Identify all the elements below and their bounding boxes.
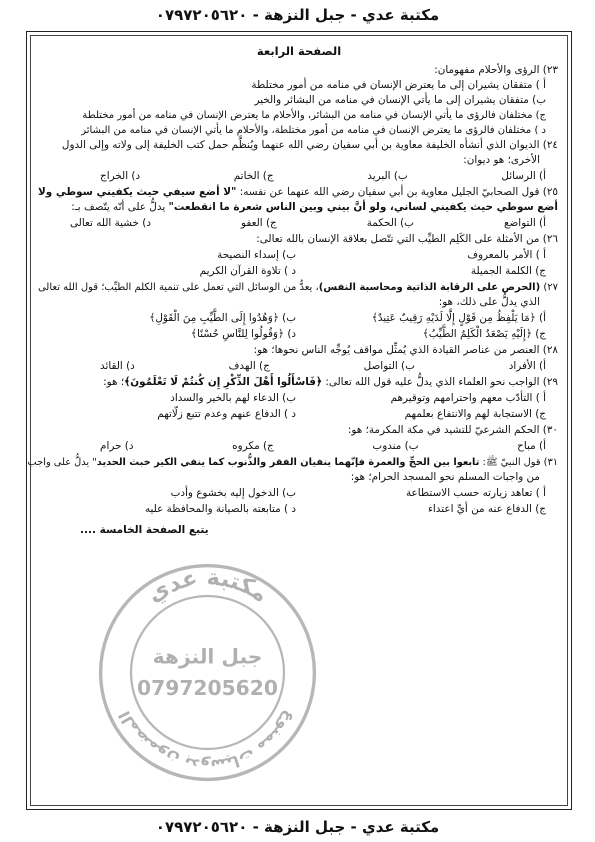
option-c: ج) مكروه bbox=[232, 440, 274, 452]
stem-text: ٢٥) قول الصحابيّ الجليل معاوية بن أبي سفيان رضي الله عنهما عن نفسه: bbox=[236, 186, 558, 198]
question-25 bbox=[40, 185, 558, 231]
options-row bbox=[40, 248, 558, 263]
options-row bbox=[40, 169, 558, 184]
stamp-phone: 0797205620 bbox=[137, 676, 278, 700]
stamp-bottom-text: المضمون بدوسيات ممنوع bbox=[114, 707, 301, 776]
stem-end: ؛ هو: bbox=[103, 376, 125, 388]
continue-note: يتبع الصفحة الخامسة .... bbox=[80, 524, 209, 536]
question-stem-cont: من واجبات المسلم نحو المسجد الحرام؛ هو: bbox=[350, 471, 540, 483]
option-a: أ) مباح bbox=[517, 440, 546, 452]
option-c: ج) الاستجابة لهم والانتفاع بعلمهم bbox=[404, 408, 546, 420]
option-a: أ ) متفقان يشيران إلى ما يعترض الإنسان في منامه من أمور مختلطة bbox=[251, 79, 546, 91]
option-d: د ) مختلفان فالرؤى ما يعترض الإنسان في منامه من أمور مختلطة، والأحلام ما يأتي الإنسان في منامه من البشائر bbox=[81, 125, 546, 136]
option-c: ج) الخاتم bbox=[233, 170, 274, 182]
stem-text: ، يعدُّ من الوسائل التي تعمل على تنمية الكلم الطيِّب؛ قول الله تعالى bbox=[37, 282, 319, 293]
option-d: د) القائد bbox=[100, 360, 135, 372]
option-b: ب) مندوب bbox=[372, 440, 419, 452]
option-d: د) خشية الله تعالى bbox=[70, 217, 151, 229]
header-banner: مكتبة عدي - جبل النزهة - ٠٧٩٧٢٠٥٦٢٠ bbox=[155, 6, 440, 24]
stem-text: يدلُّ على أنّه يتّصف بـ: bbox=[71, 201, 169, 213]
question-27 bbox=[37, 280, 558, 342]
quote-text: أضع سوطي حيث يكفيني لساني، ولو أنَّ بيني وبين الناس شعرة ما انقطعت" bbox=[168, 201, 558, 213]
stem-text: ٣١) قول النبيّ ﷺ: bbox=[479, 457, 558, 468]
question-stem-cont: الأخرى؛ هو ديوان: bbox=[463, 154, 540, 166]
options-row bbox=[40, 486, 558, 501]
question-23 bbox=[40, 63, 558, 138]
question-stem bbox=[40, 375, 558, 390]
question-31 bbox=[27, 455, 558, 517]
stem-text: ٢٩) الواجب نحو العلماء الذي يدلُّ عليه قول الله تعالى: bbox=[322, 376, 558, 388]
option-c: ج) مختلفان فالرؤى ما يأتي الإنسان في منامه من البشائر، والأحلام ما يعترض الإنسان في منامه من أمور مختلطة bbox=[82, 110, 546, 121]
options-row bbox=[40, 216, 558, 231]
options-row bbox=[40, 502, 558, 517]
option-b: ب) التواصل bbox=[363, 360, 415, 372]
option-b: ب) الدخول إليه بخشوع وأدب bbox=[170, 487, 296, 499]
option-a: أ) ﴿مَا يَلْفِظُ مِن قَوْلٍ إِلَّا لَدَيْهِ رَقِيبٌ عَتِيدٌ﴾ bbox=[371, 312, 546, 324]
option-b: ب) البريد bbox=[367, 170, 408, 182]
question-stem-cont bbox=[40, 200, 558, 215]
page-title: الصفحة الرابعة bbox=[256, 44, 342, 58]
page-content bbox=[27, 44, 558, 538]
question-stem-cont: الذي يدلُّ على ذلك، هو: bbox=[438, 296, 540, 308]
option-d: د ) متابعته بالصيانة والمحافظة عليه bbox=[144, 503, 296, 515]
question-stem: ٢٨) العنصر من عناصر القيادة الذي يُمثِّل مواقف يُوجِّه الناس نحوها؛ هو: bbox=[253, 344, 558, 356]
option-a: أ ) تعاهد زيارته حسب الاستطاعة bbox=[405, 487, 546, 499]
option-a: أ ) التأدّب معهم واحترامهم وتوقيرهم bbox=[390, 392, 546, 404]
stem-bold: (الحرص على الرقابة الذاتية ومحاسبة النفس) bbox=[318, 282, 541, 293]
option-a: أ) التواضع bbox=[503, 217, 546, 229]
question-26 bbox=[40, 232, 558, 279]
option-d: د) الخراج bbox=[100, 170, 141, 182]
stamp-top-text: مكتبة عدي bbox=[142, 564, 273, 609]
option-a: أ) الأفراد bbox=[508, 360, 546, 372]
option-b: ب) الدعاء لهم بالخير والسداد bbox=[170, 392, 296, 404]
option-d: د ) الدفاع عنهم وعدم تتبع زلّاتهم bbox=[157, 408, 296, 420]
options-row bbox=[40, 359, 558, 374]
question-stem bbox=[37, 280, 558, 295]
question-stem bbox=[40, 185, 558, 200]
footer-banner: مكتبة عدي - جبل النزهة - ٠٧٩٧٢٠٥٦٢٠ bbox=[155, 818, 440, 836]
hadith-text: تابعوا بين الحجِّ والعمرة فإنّهما ينفيان الفقر والذُّنوب كما ينفي الكير خبث الحديد bbox=[96, 457, 480, 468]
option-c: ج) الكلمة الجميلة bbox=[470, 265, 546, 277]
option-a: أ ) الأمر بالمعروف bbox=[467, 249, 546, 261]
option-d: د) حرام bbox=[100, 440, 134, 452]
question-stem: ٣٠) الحكم الشرعيّ للتشيد في مكة المكرمة؛ هو: bbox=[347, 424, 558, 436]
question-stem bbox=[27, 455, 558, 470]
option-b: ب) الحكمة bbox=[366, 217, 414, 229]
question-stem: ٢٦) من الأمثلة على الكَلِم الطيِّب التي تتّصل بعلاقة الإنسان بالله تعالى: bbox=[256, 233, 558, 245]
options-row bbox=[40, 407, 558, 422]
option-b: ب) ﴿وَهُدُوا إِلَى الطَّيِّبِ مِنَ الْقَوْلِ﴾ bbox=[149, 312, 296, 324]
option-d: د ) تلاوة القرآن الكريم bbox=[199, 265, 296, 277]
question-30 bbox=[40, 423, 558, 454]
options-row bbox=[40, 264, 558, 279]
option-c: ج) الدفاع عنه من أيِّ اعتداء bbox=[428, 503, 546, 515]
question-stem: ٢٣) الرؤى والأحلام مفهومان: bbox=[434, 64, 558, 76]
question-24 bbox=[40, 138, 558, 184]
options-row bbox=[40, 391, 558, 406]
verse-text: ﴿فَاسْأَلُوا أَهْلَ الذِّكْرِ إِن كُنتُمْ لَا تَعْلَمُونَ﴾ bbox=[124, 376, 323, 388]
options-row bbox=[40, 311, 558, 326]
option-c: ج) الهدف bbox=[228, 360, 270, 372]
question-28 bbox=[40, 343, 558, 374]
option-a: أ) الرسائل bbox=[501, 170, 546, 182]
question-29 bbox=[40, 375, 558, 422]
quote-text: "لا أضع سيفي حيث يكفيني سوطي ولا bbox=[38, 186, 237, 198]
option-b: ب) متفقان يشيران إلى ما يأتي الإنسان في منامه من البشائر والخير bbox=[254, 94, 546, 106]
option-c: ج) ﴿إِلَيْهِ يَصْعَدُ الْكَلِمُ الطَّيِّبُ﴾ bbox=[422, 328, 546, 340]
option-b: ب) إسداء النصيحة bbox=[217, 249, 296, 261]
options-row bbox=[40, 439, 558, 454]
option-c: ج) العفو bbox=[240, 217, 277, 229]
stem-rest: " يدلُّ على واجب bbox=[27, 457, 97, 468]
stamp-mid-text: جبل النزهة bbox=[152, 644, 263, 669]
options-row bbox=[40, 327, 558, 342]
question-stem: ٢٤) الديوان الذي أنشأه الخليفة معاوية بن أبي سفيان رضي الله عنهما ويُنظَّم حمل كتب الخليفة إلى ولاته وإلى الدول bbox=[61, 139, 558, 151]
option-d: د) ﴿وَقُولُوا لِلنَّاسِ حُسْنًا﴾ bbox=[190, 328, 296, 340]
stem-number: ٢٧) bbox=[540, 282, 558, 293]
